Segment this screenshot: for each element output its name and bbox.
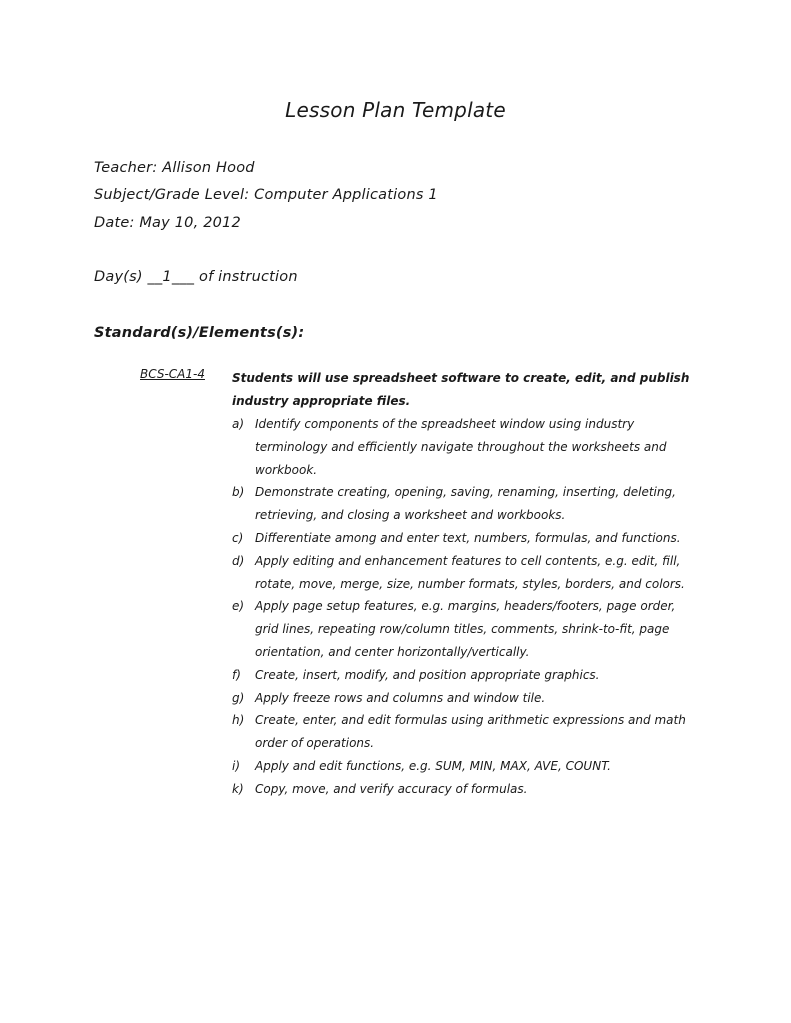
list-item xyxy=(232,550,702,596)
list-marker: d) xyxy=(232,553,245,568)
list-item-text: Copy, move, and verify accuracy of formulas. xyxy=(255,781,528,796)
list-marker: i) xyxy=(232,758,241,773)
list-marker: c) xyxy=(232,530,244,545)
standard-elements-list xyxy=(232,413,702,801)
list-marker: a) xyxy=(232,417,245,431)
list-item-text: Apply and edit functions, e.g. SUM, MIN, MAX, AVE, COUNT. xyxy=(255,758,611,773)
list-item xyxy=(232,709,702,755)
list-item xyxy=(232,413,702,481)
teacher-line: Teacher: Allison Hood xyxy=(94,160,255,176)
list-item-text: Create, enter, and edit formulas using arithmetic expressions and math order of operations. xyxy=(255,713,686,751)
date-line: Date: May 10, 2012 xyxy=(94,215,241,231)
list-item-text: Demonstrate creating, opening, saving, renaming, inserting, deleting, retrieving, and closing a worksheet and workbooks. xyxy=(255,485,676,523)
list-item-text: Identify components of the spreadsheet window using industry terminology and efficiently navigate throughout the worksheets and workbook. xyxy=(255,417,667,477)
list-marker: g) xyxy=(232,690,245,705)
list-item xyxy=(232,778,702,801)
standard-description: Students will use spreadsheet software to create, edit, and publish industry appropriate files. xyxy=(232,371,690,408)
list-item xyxy=(232,687,702,710)
list-marker: f) xyxy=(232,667,241,682)
list-item-text: Differentiate among and enter text, numbers, formulas, and functions. xyxy=(255,530,681,545)
list-marker: k) xyxy=(232,781,244,796)
list-item-text: Create, insert, modify, and position appropriate graphics. xyxy=(255,667,600,682)
standards-heading: Standard(s)/Elements(s): xyxy=(94,325,305,341)
days-of-instruction-line: Day(s) __1___ of instruction xyxy=(94,269,298,285)
page-title: Lesson Plan Template xyxy=(285,98,506,122)
list-marker: e) xyxy=(232,599,245,614)
list-item xyxy=(232,595,702,663)
list-marker: h) xyxy=(232,713,245,728)
list-item xyxy=(232,664,702,687)
list-item-text: Apply page setup features, e.g. margins, headers/footers, page order, grid lines, repeating row/column titles, comments, shrink-to-fit, page orientation, and center horizontally/vertically. xyxy=(255,599,676,659)
list-item xyxy=(232,481,702,527)
list-marker: b) xyxy=(232,485,245,500)
standard-code: BCS-CA1-4 xyxy=(140,367,205,381)
list-item-text: Apply editing and enhancement features to cell contents, e.g. edit, fill, rotate, move, merge, size, number formats, styles, borders, and colors. xyxy=(255,553,685,591)
list-item xyxy=(232,755,702,778)
list-item-text: Apply freeze rows and columns and window tile. xyxy=(255,690,546,705)
list-item xyxy=(232,527,702,550)
subject-grade-line: Subject/Grade Level: Computer Applications 1 xyxy=(94,187,438,203)
